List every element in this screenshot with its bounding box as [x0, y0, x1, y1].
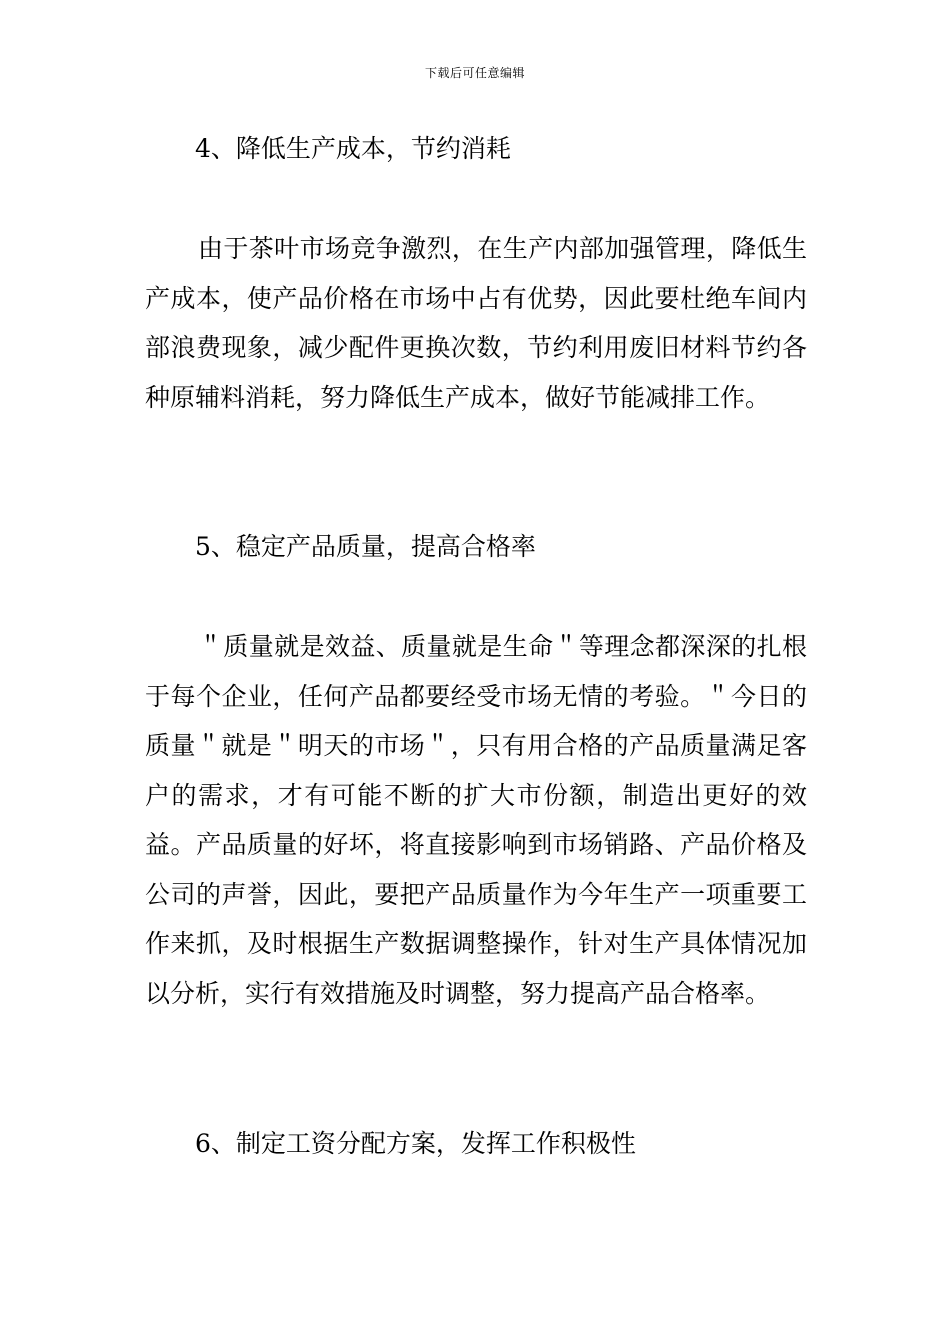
- section-paragraph-5: ＂质量就是效益、质量就是生命＂等理念都深深的扎根于每个企业，任何产品都要经受市场无情的考验。＂今日的质量＂就是＂明天的市场＂，只有用合格的产品质量满足客户的需求，才有可能不断的扩大市份额，制造出更好的效益。产品质量的好坏，将直接影响到市场销路、产品价格及公司的声誉，因此，要把产品质量作为今年生产一项重要工作来抓，及时根据生产数据调整操作，针对生产具体情况加以分析，实行有效措施及时调整，努力提高产品合格率。: [145, 632, 807, 1008]
- page-header: 下载后可任意编辑: [424, 66, 525, 80]
- section-heading-4: 4、降低生产成本，节约消耗: [195, 134, 511, 163]
- section-heading-6: 6、制定工资分配方案，发挥工作积极性: [195, 1129, 636, 1158]
- section-paragraph-4: 由于茶叶市场竞争激烈，在生产内部加强管理，降低生产成本，使产品价格在市场中占有优势，因此要杜绝车间内部浪费现象，减少配件更换次数，节约利用废旧材料节约各种原辅料消耗，努力降低生产成本，做好节能减排工作。: [145, 234, 807, 412]
- section-heading-5: 5、稳定产品质量，提高合格率: [195, 532, 536, 561]
